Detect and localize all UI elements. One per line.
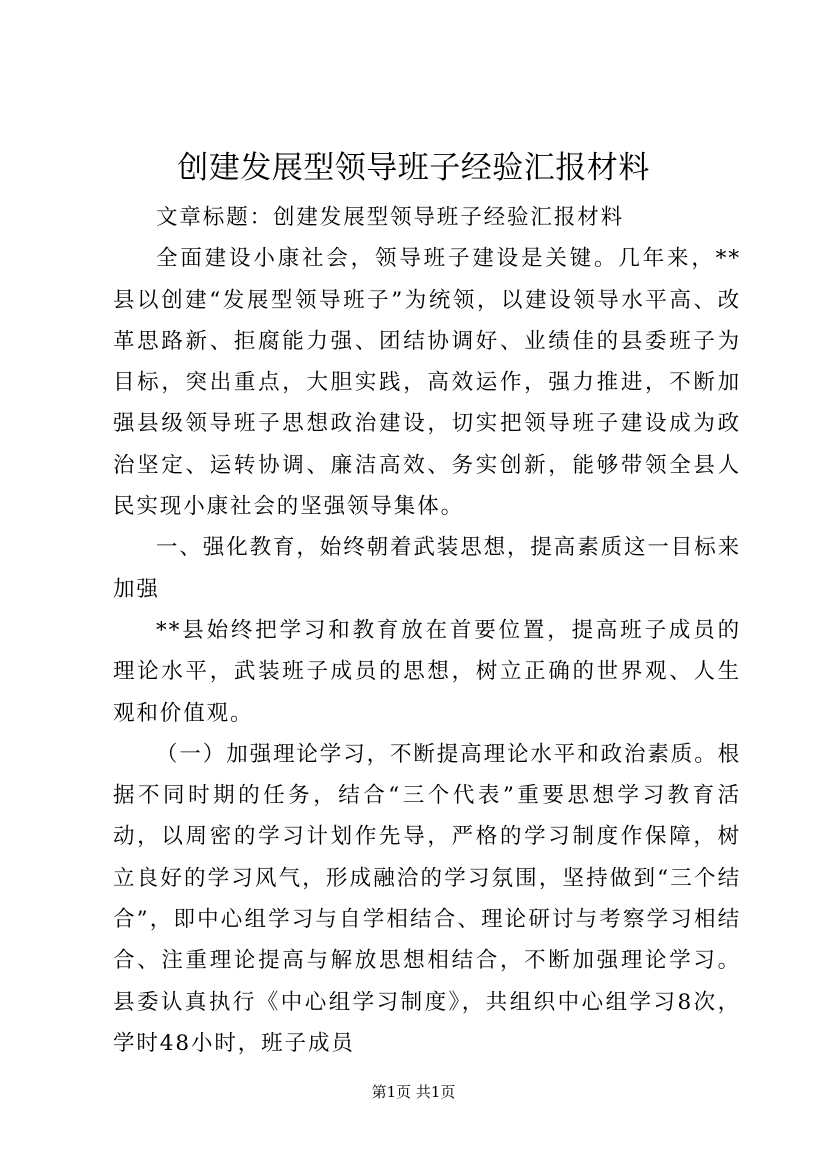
article-title-line: 文章标题：创建发展型领导班子经验汇报材料	[156, 205, 625, 230]
section-paragraph: **县始终把学习和教育放在首要位置，提高班子成员的理论水平，武装班子成员的思想，树立正确的世界观、人生观和价值观。	[113, 617, 741, 726]
page-footer: 第1页 共1页	[371, 1083, 456, 1101]
intro-paragraph: 全面建设小康社会，领导班子建设是关键。几年来，**县以创建“发展型领导班子”为统领，以建设领导水平高、改革思路新、拒腐能力强、团结协调好、业绩佳的县委班子为目标，突出重点，大胆实践，高效运作，强力推进，不断加强县级领导班子思想政治建设，切实把领导班子建设成为政治坚定、运转协调、廉洁高效、务实创新，能够带领全县人民实现小康社会的坚强领导集体。	[113, 246, 741, 520]
document-body	[113, 197, 741, 1064]
section-heading: 一、强化教育，始终朝着武装思想，提高素质这一目标来加强	[113, 535, 742, 602]
document-title: 创建发展型领导班子经验汇报材料	[177, 150, 650, 186]
subsection-paragraph: （一）加强理论学习，不断提高理论水平和政治素质。根据不同时期的任务，结合“三个代表”重要思想学习教育活动，以周密的学习计划作先导，严格的学习制度作保障，树立良好的学习风气，形成融洽的学习氛围，坚持做到“三个结合”，即中心组学习与自学相结合、理论研讨与考察学习相结合、注重理论提高与解放思想相结合，不断加强理论学习。县委认真执行《中心组学习制度》，共组织中心组学习8次，学时48小时，班子成员	[113, 741, 742, 1056]
